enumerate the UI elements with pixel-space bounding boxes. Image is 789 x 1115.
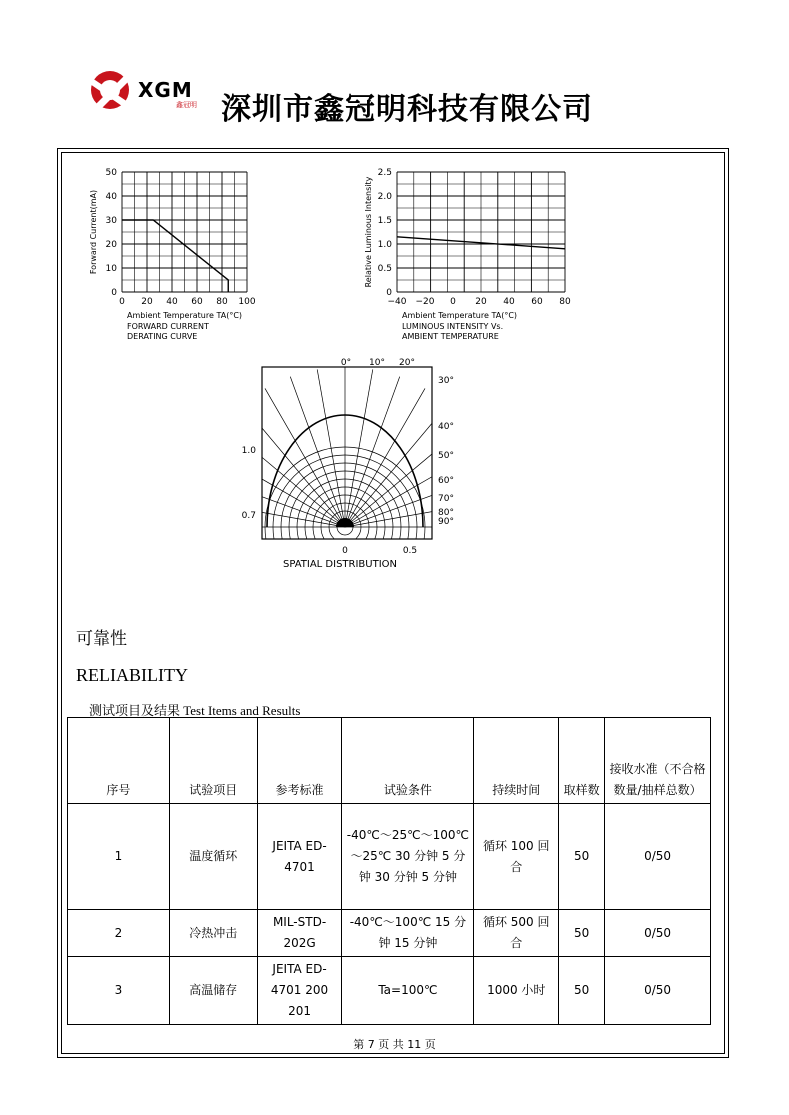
angle-label: 80° (438, 508, 454, 518)
col-header: 试验条件 (342, 718, 474, 804)
radial-label: 1.0 (241, 446, 256, 456)
company-logo-icon (88, 68, 132, 112)
chart-title: SPATIAL DISTRIBUTION (282, 559, 398, 570)
x-tick-label: 0 (450, 297, 456, 307)
col-header: 取样数 (559, 718, 605, 804)
x-tick-label: 60 (191, 297, 203, 307)
x-tick-label: 0 (119, 297, 125, 307)
section-title-cn: 可靠性 (76, 629, 127, 649)
angle-label: 90° (438, 517, 454, 527)
cell-accept: 0/50 (605, 910, 711, 957)
y-axis-label: Relative Luminous Intensity (364, 176, 373, 288)
angle-label: 40° (438, 422, 454, 432)
reliability-table (67, 717, 711, 1025)
angle-label: 0° (340, 358, 352, 368)
section-title-en: RELIABILITY (76, 665, 188, 685)
cell-sample: 50 (559, 804, 605, 910)
y-tick-label: 0.5 (377, 264, 392, 274)
cell-accept: 0/50 (605, 804, 711, 910)
x-tick-label: −40 (387, 297, 407, 307)
col-header: 参考标准 (257, 718, 342, 804)
y-tick-label: 50 (105, 168, 117, 178)
cell-no: 2 (68, 910, 170, 957)
table-row (68, 804, 711, 910)
x-tick-label: 20 (141, 297, 153, 307)
y-tick-label: 0 (386, 288, 392, 298)
chart-title: LUMINOUS INTENSITY Vs. (402, 322, 504, 331)
logo-text: XGM (138, 78, 193, 102)
angle-label: 10° (369, 358, 385, 368)
angle-label: 50° (438, 451, 454, 461)
y-tick-label: 0 (111, 288, 117, 298)
x-tick-label: 80 (559, 297, 571, 307)
y-tick-label: 1.0 (377, 240, 392, 250)
x-tick-label: 60 (531, 297, 543, 307)
bottom-label: 0.5 (402, 546, 418, 556)
table-row (68, 957, 711, 1025)
chart-title: FORWARD CURRENT (127, 322, 209, 331)
cell-duration: 循环 100 回合 (474, 804, 559, 910)
page-header (0, 60, 789, 130)
x-tick-label: −20 (415, 297, 435, 307)
angle-label: 60° (438, 476, 454, 486)
company-name: 深圳市鑫冠明科技有限公司 (221, 92, 593, 127)
bottom-label: 0 (342, 546, 348, 556)
plot-frame (262, 367, 432, 539)
cell-standard: MIL-STD-202G (257, 910, 342, 957)
chart-title: DERATING CURVE (127, 332, 198, 341)
cell-sample: 50 (559, 910, 605, 957)
angle-label: 20° (399, 358, 415, 368)
col-header: 试验项目 (169, 718, 257, 804)
cell-standard: JEITA ED-4701 (257, 804, 342, 910)
cell-item: 温度循环 (169, 804, 257, 910)
x-axis-label: Ambient Temperature TA(°C) (127, 311, 243, 320)
y-axis-label: Forward Current(mA) (89, 189, 98, 275)
table-row (68, 910, 711, 957)
col-header: 序号 (68, 718, 170, 804)
x-tick-label: 40 (503, 297, 515, 307)
angle-label: 70° (438, 494, 454, 504)
cell-no: 1 (68, 804, 170, 910)
logo-subtext: 鑫冠明 (176, 101, 197, 109)
cell-condition: Ta=100℃ (342, 957, 474, 1025)
y-tick-label: 2.5 (377, 168, 392, 178)
cell-no: 3 (68, 957, 170, 1025)
cell-item: 高温储存 (169, 957, 257, 1025)
angle-label: 30° (438, 376, 454, 386)
y-tick-label: 20 (105, 240, 117, 250)
spatial-distribution-chart (230, 355, 470, 580)
polar-grid (230, 367, 470, 580)
x-tick-label: 80 (216, 297, 228, 307)
cell-duration: 1000 小时 (474, 957, 559, 1025)
table-caption: 测试项目及结果 Test Items and Results (89, 703, 301, 718)
cell-condition: -40℃～25℃～100℃～25℃ 30 分钟 5 分钟 30 分钟 5 分钟 (342, 804, 474, 910)
x-tick-label: 20 (475, 297, 487, 307)
cell-duration: 循环 500 回合 (474, 910, 559, 957)
y-tick-label: 1.5 (377, 216, 392, 226)
x-tick-label: 100 (238, 297, 256, 307)
cell-standard: JEITA ED-4701 200 201 (257, 957, 342, 1025)
table-header-row (68, 718, 711, 804)
radial-label: 0.7 (241, 511, 256, 521)
cell-item: 冷热冲击 (169, 910, 257, 957)
chart-title: AMBIENT TEMPERATURE (402, 332, 499, 341)
derating-curve-chart (80, 158, 290, 346)
x-tick-label: 40 (166, 297, 178, 307)
col-header: 持续时间 (474, 718, 559, 804)
cell-accept: 0/50 (605, 957, 711, 1025)
y-tick-label: 40 (105, 192, 117, 202)
x-axis-label: Ambient Temperature TA(°C) (402, 311, 518, 320)
col-header: 接收水准（不合格数量/抽样总数） (605, 718, 711, 804)
y-tick-label: 10 (105, 264, 117, 274)
luminous-temperature-chart (355, 158, 580, 346)
y-tick-label: 30 (105, 216, 117, 226)
cell-sample: 50 (559, 957, 605, 1025)
cell-condition: -40℃～100℃ 15 分钟 15 分钟 (342, 910, 474, 957)
y-tick-label: 2.0 (377, 192, 392, 202)
page-number: 第 7 页 共 11 页 (353, 1038, 436, 1051)
